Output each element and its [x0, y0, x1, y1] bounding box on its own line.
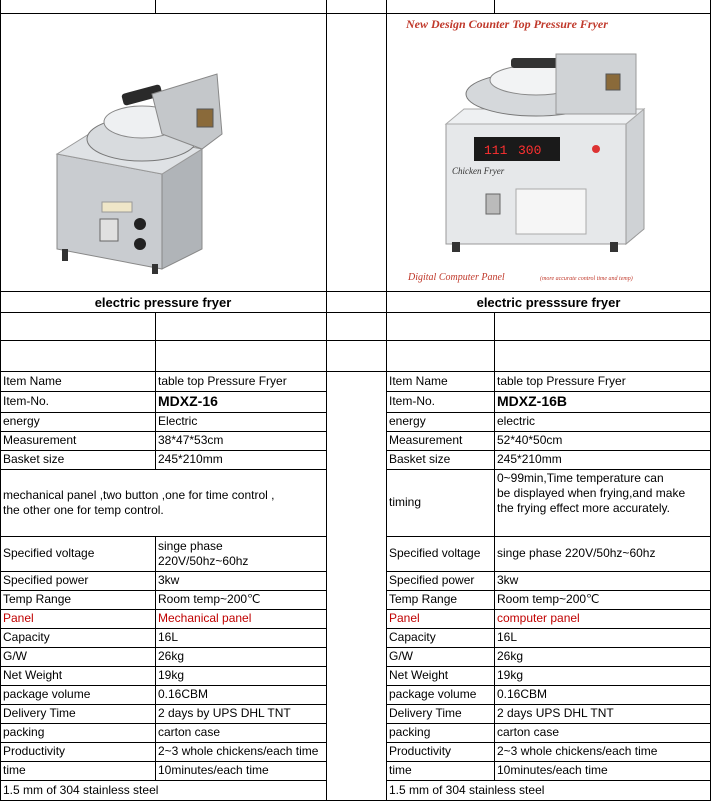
spec-label: Temp Range	[3, 592, 72, 606]
h-rule	[386, 431, 711, 432]
spec-label: Net Weight	[3, 668, 63, 682]
spec-value-line: be displayed when frying,and make	[497, 486, 686, 500]
spec-value: carton case	[497, 725, 560, 739]
h-rule	[386, 571, 711, 572]
footer-cell: 1.5 mm of 304 stainless steel	[3, 782, 159, 797]
spec-value: 10minutes/each time	[158, 763, 269, 777]
mechanical-fryer-image	[2, 14, 326, 291]
spec-value: 2~3 whole chickens/each time	[158, 744, 319, 758]
spec-label: Delivery Time	[3, 706, 76, 720]
footer-cell: 1.5 mm of 304 stainless steel	[389, 782, 545, 797]
spec-value: 19kg	[158, 668, 185, 682]
spec-value: table top Pressure Fryer	[158, 373, 287, 388]
spec-label: Panel	[389, 611, 420, 625]
h-rule	[0, 571, 326, 572]
spec-value: computer panel	[497, 611, 580, 625]
h-rule	[0, 723, 326, 724]
spec-label: Capacity	[389, 630, 436, 644]
spec-label: packing	[3, 725, 45, 739]
v-rule	[494, 0, 495, 13]
spec-value: 10minutes/each time	[497, 763, 608, 777]
v-rule	[155, 371, 156, 469]
spec-label: Capacity	[3, 630, 50, 644]
display-digits-left: 111	[484, 143, 508, 158]
image-title: New Design Counter Top Pressure Fryer	[406, 17, 608, 31]
v-rule	[155, 312, 156, 371]
h-rule	[386, 469, 711, 470]
spec-value: carton case	[158, 725, 221, 739]
spec-value: Mechanical panel	[158, 611, 252, 625]
spec-value: MDXZ-16	[158, 393, 218, 409]
spec-label: Specified power	[389, 573, 475, 587]
spec-label: Basket size	[389, 452, 451, 466]
h-rule	[0, 291, 711, 292]
h-rule	[0, 536, 326, 537]
spec-value: 38*47*53cm	[158, 433, 224, 447]
spec-label: Net Weight	[389, 668, 449, 682]
fryer-photo-digital	[386, 14, 710, 291]
h-rule	[386, 412, 711, 413]
panel-label: Chicken Fryer	[452, 166, 505, 176]
spec-value: Electric	[158, 414, 198, 428]
fryer-photo-mechanical	[2, 14, 326, 291]
spec-value: 3kw	[497, 573, 519, 587]
display-digits-right: 300	[518, 143, 542, 158]
v-rule	[155, 0, 156, 13]
caption-left: electric pressure fryer	[94, 294, 232, 310]
spec-value: 52*40*50cm	[497, 433, 563, 447]
spec-label: Specified voltage	[3, 546, 95, 560]
spec-value-line: 0~99min,Time temperature can	[497, 471, 664, 485]
v-rule	[155, 536, 156, 780]
h-rule	[0, 469, 326, 470]
spec-value: Room temp~200℃	[158, 592, 261, 606]
note-cell-line: mechanical panel ,two button ,one for time control ,	[3, 487, 275, 502]
h-rule	[0, 609, 326, 610]
spec-value: table top Pressure Fryer	[497, 373, 626, 388]
v-rule	[386, 0, 387, 801]
spec-label: Productivity	[3, 744, 66, 758]
spec-label: Specified voltage	[389, 546, 481, 560]
spec-value: 2 days by UPS DHL TNT	[158, 706, 291, 720]
h-rule	[0, 800, 711, 801]
spec-value: 245*210mm	[497, 452, 562, 466]
spec-value: 2~3 whole chickens/each time	[497, 744, 658, 758]
spec-label: energy	[3, 414, 40, 428]
spec-label: Item-No.	[389, 394, 436, 408]
spec-label: G/W	[389, 649, 413, 663]
spec-value: singe phase 220V/50hz~60hz	[497, 546, 656, 560]
spec-label: Delivery Time	[389, 706, 462, 720]
h-rule	[386, 609, 711, 610]
h-rule	[0, 450, 326, 451]
h-rule	[0, 431, 326, 432]
h-rule	[0, 761, 326, 762]
spec-value	[155, 536, 326, 571]
h-rule	[0, 13, 711, 14]
spec-label: Measurement	[3, 433, 77, 447]
note-cell	[0, 469, 326, 536]
spec-label: G/W	[3, 649, 27, 663]
spec-value-line: 220V/50hz~60hz	[158, 553, 249, 568]
h-rule	[0, 312, 711, 313]
spec-label: time	[3, 763, 26, 777]
spec-label: Basket size	[3, 452, 65, 466]
spec-value: 2 days UPS DHL TNT	[497, 706, 614, 720]
spec-value: 3kw	[158, 573, 180, 587]
spec-value: 16L	[158, 630, 179, 644]
h-rule	[386, 536, 711, 537]
h-rule	[0, 391, 326, 392]
v-rule	[494, 312, 495, 371]
h-rule	[386, 723, 711, 724]
h-rule	[0, 666, 326, 667]
spec-value-line: singe phase	[158, 538, 223, 553]
spec-label: Measurement	[389, 433, 463, 447]
h-rule	[386, 666, 711, 667]
h-rule	[0, 685, 326, 686]
spec-label: Productivity	[389, 744, 452, 758]
spec-label: time	[389, 763, 412, 777]
spec-value: 26kg	[158, 649, 185, 663]
h-rule	[0, 704, 326, 705]
image-subtitle: Digital Computer Panel	[408, 272, 505, 283]
note-cell-line: the other one for temp control.	[3, 502, 164, 517]
spec-value: MDXZ-16B	[497, 393, 568, 409]
spec-label: Item Name	[389, 373, 448, 388]
h-rule	[386, 685, 711, 686]
spec-value: 26kg	[497, 649, 524, 663]
spec-value: 16L	[497, 630, 518, 644]
spec-label: package volume	[3, 687, 91, 701]
spec-value-line: the frying effect more accurately.	[497, 501, 670, 515]
spec-label: Item Name	[3, 373, 62, 388]
h-rule	[386, 704, 711, 705]
h-rule	[386, 647, 711, 648]
h-rule	[386, 450, 711, 451]
h-rule	[386, 742, 711, 743]
spec-value: Room temp~200℃	[497, 592, 600, 606]
v-rule	[494, 371, 495, 780]
h-rule	[0, 628, 326, 629]
h-rule	[386, 590, 711, 591]
v-rule	[326, 0, 327, 801]
spec-label: Panel	[3, 611, 34, 625]
h-rule	[386, 391, 711, 392]
h-rule	[0, 340, 711, 341]
spec-label: packing	[389, 725, 431, 739]
caption-right: electric presssure fryer	[476, 294, 621, 310]
spec-label: energy	[389, 414, 426, 428]
spec-value: 19kg	[497, 668, 524, 682]
spec-value: 245*210mm	[158, 452, 223, 466]
image-subtitle-small: (more accurate control time and temp)	[540, 276, 633, 282]
h-rule	[386, 628, 711, 629]
v-rule	[0, 0, 1, 801]
h-rule	[0, 590, 326, 591]
h-rule	[0, 412, 326, 413]
h-rule	[386, 761, 711, 762]
spec-value: 0.16CBM	[158, 687, 209, 701]
spec-label: Temp Range	[389, 592, 458, 606]
spec-label: package volume	[389, 687, 477, 701]
digital-fryer-image	[386, 14, 710, 291]
h-rule	[386, 780, 711, 781]
spec-value: electric	[497, 414, 536, 428]
spec-label: timing	[389, 495, 422, 509]
h-rule	[0, 371, 711, 372]
spec-value: 0.16CBM	[497, 687, 548, 701]
spec-value	[494, 469, 711, 536]
h-rule	[0, 780, 326, 781]
h-rule	[0, 742, 326, 743]
spec-label: Item-No.	[3, 394, 50, 408]
h-rule	[0, 647, 326, 648]
spec-label: Specified power	[3, 573, 89, 587]
